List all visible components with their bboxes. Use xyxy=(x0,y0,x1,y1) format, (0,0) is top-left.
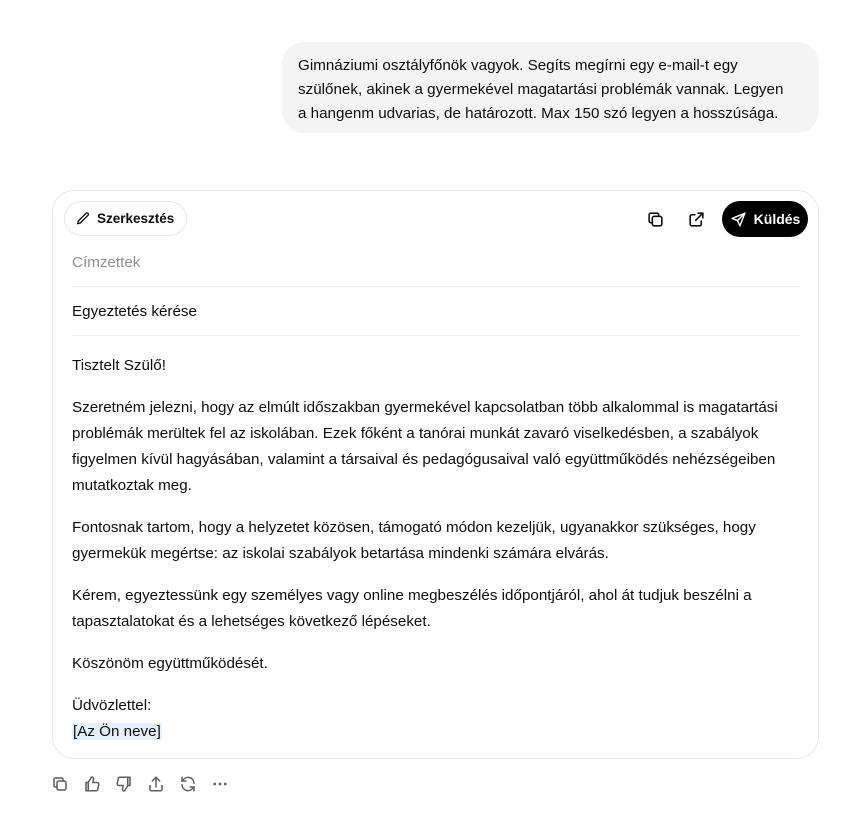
email-paragraph: Köszönöm együttműködését. xyxy=(72,655,268,672)
recipients-field[interactable]: Címzettek xyxy=(72,254,141,271)
edit-button[interactable] xyxy=(64,201,187,236)
copy-message-button[interactable] xyxy=(50,774,70,794)
divider xyxy=(72,335,800,336)
copy-email-button[interactable] xyxy=(642,206,668,232)
subject-field[interactable]: Egyeztetés kérése xyxy=(72,303,197,320)
thumbs-up-button[interactable] xyxy=(82,774,102,794)
user-message-line: a hangenm udvarias, de határozott. Max 150 szó legyen a hosszúsága. xyxy=(298,105,779,122)
copy-icon xyxy=(646,210,665,229)
email-draft-card xyxy=(52,190,819,759)
external-link-icon xyxy=(687,210,706,229)
email-paragraph: Fontosnak tartom, hogy a helyzetet közösen, támogató módon kezeljük, ugyanakkor szükséges, hogy gyermekük megértse: az iskolai szabályok betartása mindenki számára elvárás. xyxy=(72,519,756,562)
share-icon xyxy=(147,775,165,793)
name-placeholder[interactable]: [Az Ön neve] xyxy=(73,723,161,740)
pencil-icon xyxy=(75,211,91,227)
message-action-bar xyxy=(50,774,230,794)
user-message-line: szülőnek, akinek a gyermekével magatartási problémák vannak. Legyen xyxy=(298,81,784,98)
user-message-line: Gimnáziumi osztályfőnök vagyok. Segíts megírni egy e-mail-t egy xyxy=(298,57,738,74)
user-message-bubble xyxy=(282,42,819,133)
email-greeting: Tisztelt Szülő! xyxy=(72,357,166,374)
copy-icon xyxy=(51,775,69,793)
more-options-button[interactable] xyxy=(210,774,230,794)
send-icon xyxy=(730,211,747,228)
edit-button-label: Szerkesztés xyxy=(97,211,175,226)
divider xyxy=(72,286,800,287)
more-icon xyxy=(211,775,229,793)
regenerate-button[interactable] xyxy=(178,774,198,794)
email-paragraph: Szeretném jelezni, hogy az elmúlt időszakban gyermekével kapcsolatban több alkalommal is magatartási problémák merültek fel az iskolában. Ezek főként a tanórai munkát zavaró viselkedésben, a szabályok figyelmen kívül hagyásában, valamint a társaival és pedagógusaival való együttműködés nehézségeiben mutatkoztak meg. xyxy=(72,399,778,494)
email-body[interactable] xyxy=(72,353,800,745)
email-signoff: Üdvözlettel: xyxy=(72,697,152,714)
share-button[interactable] xyxy=(146,774,166,794)
send-button-label: Küldés xyxy=(753,211,801,227)
open-in-mail-button[interactable] xyxy=(683,206,709,232)
thumbs-up-icon xyxy=(83,775,101,793)
regenerate-icon xyxy=(179,775,197,793)
email-paragraph: Kérem, egyeztessünk egy személyes vagy online megbeszélés időpontjáról, ahol át tudjuk beszélni a tapasztalatokat és a lehetséges következő lépéseket. xyxy=(72,587,752,630)
send-button[interactable] xyxy=(722,201,808,237)
thumbs-down-button[interactable] xyxy=(114,774,134,794)
thumbs-down-icon xyxy=(115,775,133,793)
